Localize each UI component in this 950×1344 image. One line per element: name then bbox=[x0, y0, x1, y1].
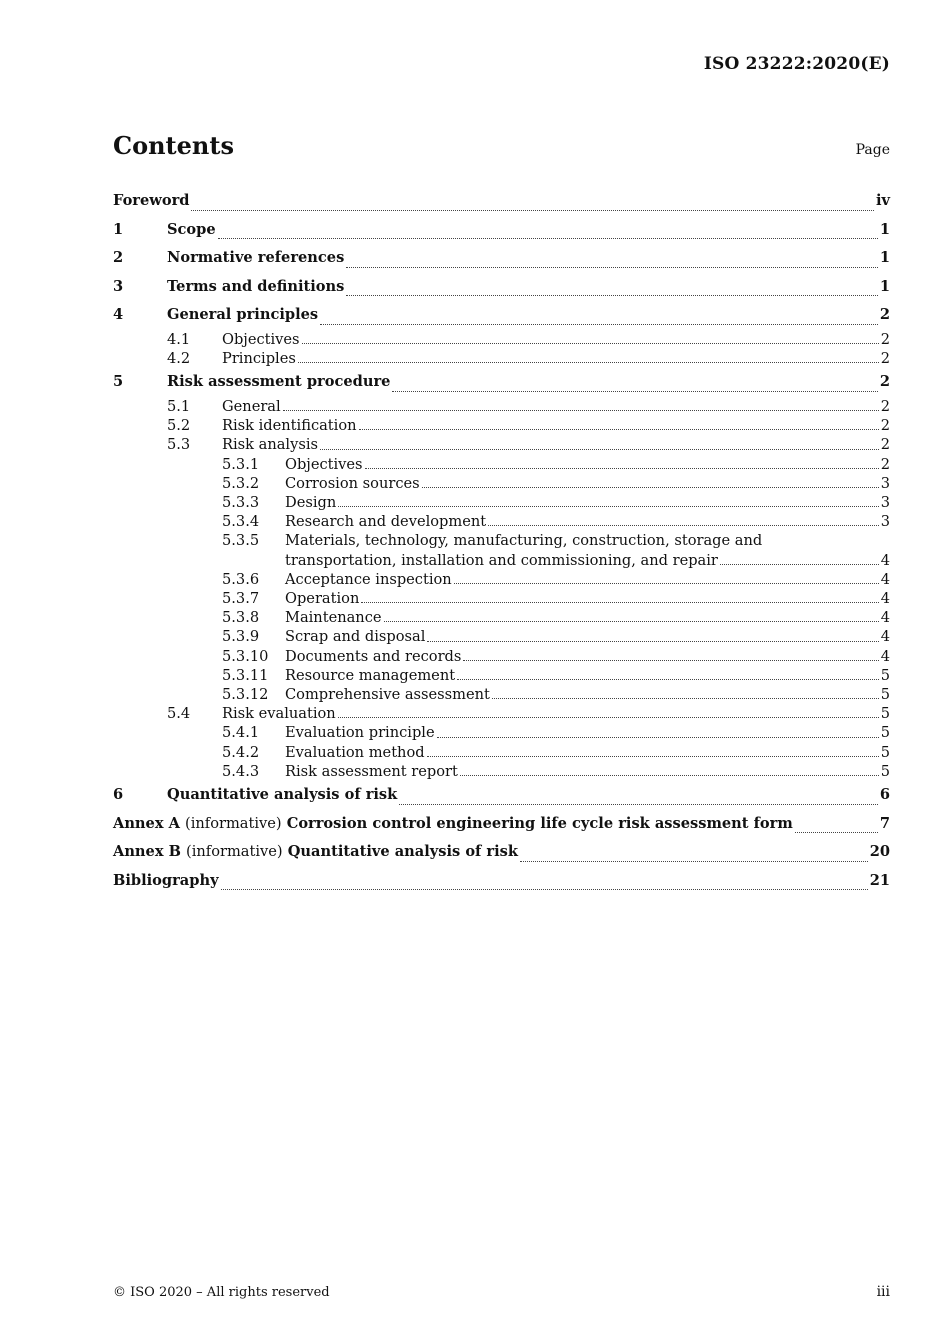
toc-entry-page: 2 bbox=[879, 373, 890, 391]
dot-leader bbox=[422, 487, 879, 488]
dot-leader bbox=[320, 449, 879, 450]
toc-entry-page: 1 bbox=[879, 249, 890, 267]
toc-entry-page: 2 bbox=[879, 306, 890, 324]
toc-entry-number: 5.3.8 bbox=[222, 609, 260, 627]
toc-entry-number: 5 bbox=[113, 373, 124, 391]
dot-leader bbox=[361, 602, 878, 603]
page-title: Contents bbox=[113, 131, 234, 160]
toc-entry-title: Design bbox=[285, 493, 337, 511]
toc-entry-number: 5.3.5 bbox=[222, 532, 260, 550]
toc-entry-5-3-1[interactable] bbox=[113, 455, 890, 474]
dot-leader bbox=[191, 210, 874, 211]
toc-entry-title: Risk evaluation bbox=[222, 705, 336, 723]
toc-entry-number: 5.3.4 bbox=[222, 513, 260, 531]
toc-entry-number: 5.3.7 bbox=[222, 590, 260, 607]
toc-entry-number: 5.4 bbox=[167, 705, 191, 723]
dot-leader bbox=[488, 525, 879, 526]
toc-entry-5-3-11[interactable] bbox=[113, 666, 890, 685]
toc-entry-page: 21 bbox=[869, 871, 890, 889]
toc-entry-5-3[interactable] bbox=[113, 435, 890, 454]
toc-entry-title: Terms and definitions bbox=[167, 277, 345, 295]
toc-entry-title: Objectives bbox=[222, 330, 300, 348]
toc-entry-page: 3 bbox=[880, 474, 890, 492]
toc-entry-5-4-1[interactable] bbox=[113, 723, 890, 742]
toc-entry-5-4-2[interactable] bbox=[113, 743, 890, 762]
toc-entry-number: 5.3.3 bbox=[222, 493, 260, 511]
toc-entry-4-2[interactable] bbox=[113, 349, 890, 368]
dot-leader bbox=[320, 324, 878, 325]
toc-entry-bibliography[interactable] bbox=[113, 867, 890, 896]
dot-leader bbox=[302, 343, 879, 344]
toc-entry-annex-a[interactable] bbox=[113, 810, 890, 839]
annex-label: Annex B bbox=[113, 843, 181, 861]
page-column-label: Page bbox=[855, 142, 890, 158]
toc-entry-page: 2 bbox=[880, 397, 890, 415]
toc-entry-page: 5 bbox=[880, 724, 890, 742]
toc-entry-number: 1 bbox=[113, 220, 124, 238]
toc-entry-title: Maintenance bbox=[285, 609, 382, 627]
toc-entry-5-3-2[interactable] bbox=[113, 474, 890, 493]
toc-entry-page: 3 bbox=[880, 493, 890, 511]
toc-entry-page: 2 bbox=[880, 455, 890, 473]
toc-entry-number: 5.3.1 bbox=[222, 455, 260, 473]
toc-entry-5-3-3[interactable] bbox=[113, 493, 890, 512]
toc-entry-number: 4.2 bbox=[167, 350, 191, 368]
toc-entry-title: General principles bbox=[167, 306, 319, 324]
toc-entry-page: 1 bbox=[879, 277, 890, 295]
toc-entry-5-3-5[interactable] bbox=[113, 531, 890, 569]
dot-leader bbox=[384, 621, 879, 622]
toc-entry-number: 5.4.3 bbox=[222, 762, 260, 780]
toc-entry-title bbox=[113, 810, 793, 839]
dot-leader bbox=[359, 429, 879, 430]
toc-entry-title: Risk assessment report bbox=[285, 762, 458, 780]
dot-leader bbox=[346, 267, 878, 268]
dot-leader bbox=[427, 641, 878, 642]
toc-entry-title: Acceptance inspection bbox=[285, 570, 452, 588]
toc-entry-title: Corrosion sources bbox=[285, 474, 420, 492]
toc-entry-page: 4 bbox=[880, 590, 890, 607]
toc-entry-number: 5.4.1 bbox=[222, 724, 260, 742]
dot-leader bbox=[221, 889, 868, 890]
toc-entry-title: Objectives bbox=[285, 455, 363, 473]
toc-entry-5-4[interactable] bbox=[113, 704, 890, 723]
toc-entry-5-3-7[interactable] bbox=[113, 589, 890, 608]
annex-type: (informative) bbox=[185, 814, 282, 832]
toc-entry-title: Quantitative analysis of risk bbox=[167, 786, 398, 804]
toc-entry-page: 5 bbox=[880, 762, 890, 780]
toc-entry-page: iv bbox=[875, 192, 890, 209]
toc-entry-title: Research and development bbox=[285, 513, 487, 531]
dot-leader bbox=[720, 564, 879, 565]
toc-entry-title: Comprehensive assessment bbox=[285, 686, 490, 704]
annex-title: Quantitative analysis of risk bbox=[287, 843, 518, 861]
toc-entry-number: 5.3.11 bbox=[222, 666, 269, 684]
toc-entry-number: 5.3.2 bbox=[222, 474, 260, 492]
toc-entry-number: 5.1 bbox=[167, 397, 191, 415]
toc-entry-number: 5.3 bbox=[167, 436, 191, 454]
toc-entry-title: Risk assessment procedure bbox=[167, 373, 391, 391]
toc-entry-page: 2 bbox=[880, 417, 890, 435]
toc-entry-terms-definitions[interactable] bbox=[113, 273, 890, 302]
toc-entry-title: Evaluation principle bbox=[285, 724, 435, 742]
toc-entry-risk-assessment-procedure[interactable] bbox=[113, 368, 890, 397]
dot-leader bbox=[454, 583, 879, 584]
toc-entry-5-4-3[interactable] bbox=[113, 762, 890, 781]
page-number: iii bbox=[876, 1284, 890, 1300]
toc-entry-number: 2 bbox=[113, 249, 124, 267]
dot-leader bbox=[457, 679, 879, 680]
toc-entry-title bbox=[113, 838, 518, 867]
toc-entry-page: 5 bbox=[880, 705, 890, 723]
toc-entry-5-3-9[interactable] bbox=[113, 627, 890, 646]
toc-entry-title: General bbox=[222, 397, 281, 415]
toc-entry-5-3-10[interactable] bbox=[113, 647, 890, 666]
toc-entry-foreword[interactable] bbox=[113, 187, 890, 216]
toc-entry-page: 4 bbox=[880, 570, 890, 588]
toc-entry-page: 4 bbox=[880, 609, 890, 627]
toc-entry-number: 5.3.9 bbox=[222, 628, 260, 646]
toc-entry-page: 3 bbox=[880, 513, 890, 531]
dot-leader bbox=[460, 775, 879, 776]
toc-entry-page: 4 bbox=[880, 647, 890, 665]
annex-label: Annex A bbox=[113, 814, 180, 832]
toc-entry-title: Bibliography bbox=[113, 871, 219, 889]
toc-entry-number: 5.4.2 bbox=[222, 743, 260, 761]
toc-entry-page: 2 bbox=[880, 436, 890, 454]
toc-entry-number: 5.3.12 bbox=[222, 686, 269, 704]
dot-leader bbox=[298, 362, 879, 363]
toc-entry-5-3-6[interactable] bbox=[113, 570, 890, 589]
dot-leader bbox=[283, 410, 879, 411]
toc-entry-page: 6 bbox=[879, 786, 890, 804]
toc-entry-title: Scope bbox=[167, 220, 216, 238]
toc-entry-page: 4 bbox=[880, 551, 890, 569]
toc-entry-number: 5.2 bbox=[167, 417, 191, 435]
toc-entry-5-3-12[interactable] bbox=[113, 685, 890, 704]
toc-entry-title: Principles bbox=[222, 350, 296, 368]
dot-leader bbox=[427, 756, 879, 757]
toc-entry-title: Normative references bbox=[167, 249, 345, 267]
dot-leader bbox=[218, 238, 878, 239]
toc-entry-page: 2 bbox=[880, 330, 890, 348]
toc-entry-title: Foreword bbox=[113, 192, 190, 209]
annex-title: Corrosion control engineering life cycle risk assessment form bbox=[286, 814, 793, 832]
toc-entry-5-3-4[interactable] bbox=[113, 512, 890, 531]
toc-entry-number: 6 bbox=[113, 786, 124, 804]
toc-entry-page: 1 bbox=[879, 220, 890, 238]
dot-leader bbox=[463, 660, 878, 661]
toc-entry-title: Scrap and disposal bbox=[285, 628, 426, 646]
dot-leader bbox=[795, 832, 878, 833]
toc-entry-page: 5 bbox=[880, 743, 890, 761]
dot-leader bbox=[437, 737, 879, 738]
toc-entry-title: Evaluation method bbox=[285, 743, 425, 761]
toc-entry-title: Resource management bbox=[285, 666, 456, 684]
toc-entry-quantitative-analysis[interactable] bbox=[113, 781, 890, 810]
toc-entry-5-2[interactable] bbox=[113, 416, 890, 435]
toc-entry-title: Documents and records bbox=[285, 647, 462, 665]
dot-leader bbox=[399, 804, 878, 805]
toc-entry-title: Operation bbox=[285, 590, 360, 607]
dot-leader bbox=[365, 468, 879, 469]
toc-entry-number: 4.1 bbox=[167, 330, 191, 348]
toc-entry-number: 5.3.10 bbox=[222, 647, 269, 665]
toc-entry-5-3-8[interactable] bbox=[113, 608, 890, 627]
dot-leader bbox=[338, 506, 878, 507]
annex-type: (informative) bbox=[186, 843, 283, 861]
toc-entry-annex-b[interactable] bbox=[113, 838, 890, 867]
dot-leader bbox=[338, 717, 879, 718]
toc-entry-title-line2: transportation, installation and commissioning, and repair bbox=[285, 551, 718, 569]
dot-leader bbox=[520, 861, 868, 862]
dot-leader bbox=[346, 295, 877, 296]
toc-entry-scope[interactable] bbox=[113, 216, 890, 245]
toc-entry-number: 4 bbox=[113, 306, 124, 324]
toc-entry-page: 4 bbox=[880, 628, 890, 646]
toc-entry-5-1[interactable] bbox=[113, 397, 890, 416]
toc-entry-title: Risk identification bbox=[222, 417, 357, 435]
toc-entry-normative-references[interactable] bbox=[113, 244, 890, 273]
toc-entry-page: 20 bbox=[869, 843, 890, 861]
dot-leader bbox=[492, 698, 879, 699]
toc-entry-general-principles[interactable] bbox=[113, 301, 890, 330]
toc-entry-page: 7 bbox=[879, 814, 890, 832]
copyright-notice: © ISO 2020 – All rights reserved bbox=[113, 1285, 330, 1300]
table-of-contents bbox=[113, 187, 890, 895]
toc-entry-page: 2 bbox=[880, 350, 890, 368]
toc-entry-page: 5 bbox=[880, 686, 890, 704]
toc-entry-4-1[interactable] bbox=[113, 330, 890, 349]
toc-entry-title: Risk analysis bbox=[222, 436, 318, 454]
toc-entry-title-line1: Materials, technology, manufacturing, construction, storage and bbox=[285, 532, 763, 550]
document-id: ISO 23222:2020(E) bbox=[703, 54, 890, 74]
toc-entry-page: 5 bbox=[880, 666, 890, 684]
dot-leader bbox=[392, 391, 877, 392]
toc-entry-number: 3 bbox=[113, 277, 124, 295]
toc-entry-number: 5.3.6 bbox=[222, 570, 260, 588]
